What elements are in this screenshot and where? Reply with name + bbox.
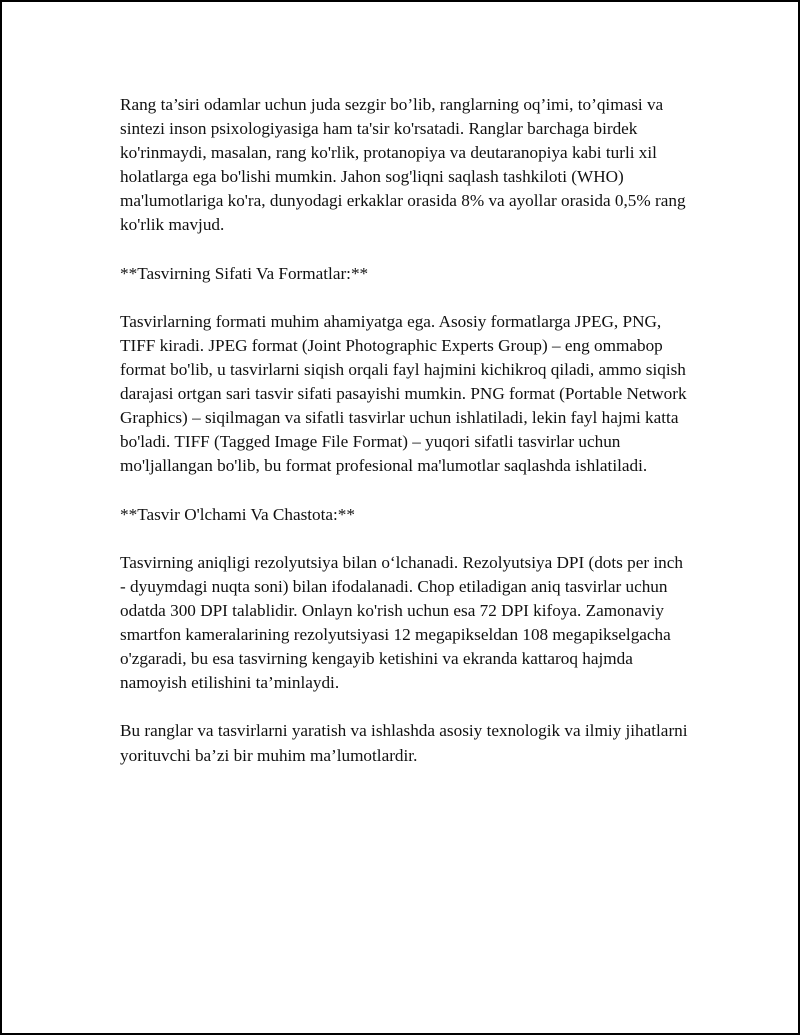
paragraph-resolution: Tasvirning aniqligi rezolyutsiya bilan o‘lchanadi. Rezolyutsiya DPI (dots per inch - dyuymdagi nuqta soni) bilan ifodalanadi. Chop etiladigan aniq tasvirlar uchun odatda 300 DPI talablidir. Onlayn ko'rish uchun esa 72 DPI kifoya. Zamonaviy smartfon kameralarining rezolyutsiyasi 12 megapikseldan 108 megapikselgacha o'zgaradi, bu esa tasvirning kengayib ketishini va ekranda kattaroq hajmda namoyish etilishini ta’minlaydi.	[120, 552, 683, 693]
paragraph-color-perception: Rang ta’siri odamlar uchun juda sezgir bo’lib, ranglarning oq’imi, to’qimasi va sintezi inson psixologiyasiga ham ta'sir ko'rsatadi. Ranglar barchaga birdek ko'rinmaydi, masalan, rang ko'rlik, protanopiya va deutaranopiya kabi turli xil holatlarga ega bo'lishi mumkin. Jahon sog'liqni saqlash tashkiloti (WHO) ma'lumotlariga ko'ra, dunyodagi erkaklar orasida 8% va ayollar orasida 0,5% rang ko'rlik mavjud.	[120, 95, 686, 235]
document-body	[120, 93, 690, 792]
paragraph-image-formats: Tasvirlarning formati muhim ahamiyatga ega. Asosiy formatlarga JPEG, PNG, TIFF kiradi. JPEG format (Joint Photographic Experts Group) – eng ommabop format bo'lib, u tasvirlarni siqish orqali fayl hajmini kichikroq qiladi, ammo siqish darajasi ortgan sari tasvir sifati pasayishi mumkin. PNG format (Portable Network Graphics) – siqilmagan va sifatli tasvirlar uchun ishlatiladi, lekin fayl hajmi katta bo'ladi. TIFF (Tagged Image File Format) – yuqori sifatli tasvirlar uchun mo'ljallangan bo'lib, bu format profesional ma'lumotlar saqlashda ishlatiladi.	[120, 311, 687, 476]
section-heading-image-quality-formats: **Tasvirning Sifati Va Formatlar:**	[120, 263, 369, 283]
section-heading-image-size-resolution: **Tasvir O'lchami Va Chastota:**	[120, 504, 355, 524]
paragraph-conclusion: Bu ranglar va tasvirlarni yaratish va ishlashda asosiy texnologik va ilmiy jihatlarni yorituvchi ba’zi bir muhim ma’lumotlardir.	[120, 721, 688, 765]
